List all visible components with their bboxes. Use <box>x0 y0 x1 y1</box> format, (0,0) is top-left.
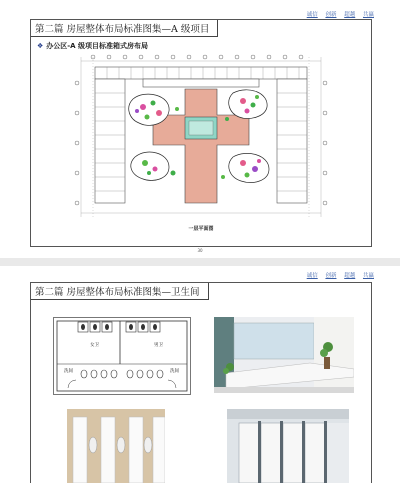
top-links <box>301 10 374 18</box>
top-link[interactable]: 超越 <box>344 12 356 18</box>
top-link[interactable]: 创新 <box>325 12 337 18</box>
top-link[interactable]: 共赢 <box>362 12 374 18</box>
top-link[interactable]: 诚信 <box>306 12 318 18</box>
section-subtitle <box>37 41 148 51</box>
page-title: 第二篇 房屋整体布局标准图集—A 级项目 <box>31 20 218 37</box>
page-title: 第二篇 房屋整体布局标准图集—卫生间 <box>31 283 209 300</box>
page-frame <box>30 282 372 483</box>
plan-label-washroom: 洗间 <box>170 369 179 374</box>
top-link[interactable]: 超越 <box>344 273 356 279</box>
top-link[interactable]: 诚信 <box>306 273 318 279</box>
plan-caption: 一层平面图 <box>188 226 214 232</box>
page-number: 30 <box>197 248 203 253</box>
top-link[interactable]: 共赢 <box>362 273 374 279</box>
urinals-illustration <box>67 409 165 483</box>
plan-label-men: 男卫 <box>154 343 163 348</box>
floor-plan <box>73 53 329 239</box>
plan-label-washroom: 洗间 <box>64 369 73 374</box>
toilet-cubicles-photo <box>227 409 349 483</box>
washroom-sink-illustration <box>214 317 354 393</box>
restroom-plan <box>53 317 191 395</box>
page-frame <box>30 19 372 247</box>
document-page-2 <box>0 266 400 480</box>
plan-label-women: 女卫 <box>90 343 99 348</box>
page-separator <box>0 258 400 266</box>
restroom-plan-drawing <box>54 318 190 394</box>
top-links <box>301 271 374 279</box>
toilet-cubicles-illustration <box>227 409 349 483</box>
subtitle-text: 办公区-A 级项目标准箱式房布局 <box>46 42 149 50</box>
washroom-sink-photo <box>214 317 354 393</box>
diamond-bullet-icon: ❖ <box>37 42 44 50</box>
top-link[interactable]: 创新 <box>325 273 337 279</box>
urinals-photo <box>67 409 165 483</box>
floor-plan-drawing <box>73 53 329 233</box>
